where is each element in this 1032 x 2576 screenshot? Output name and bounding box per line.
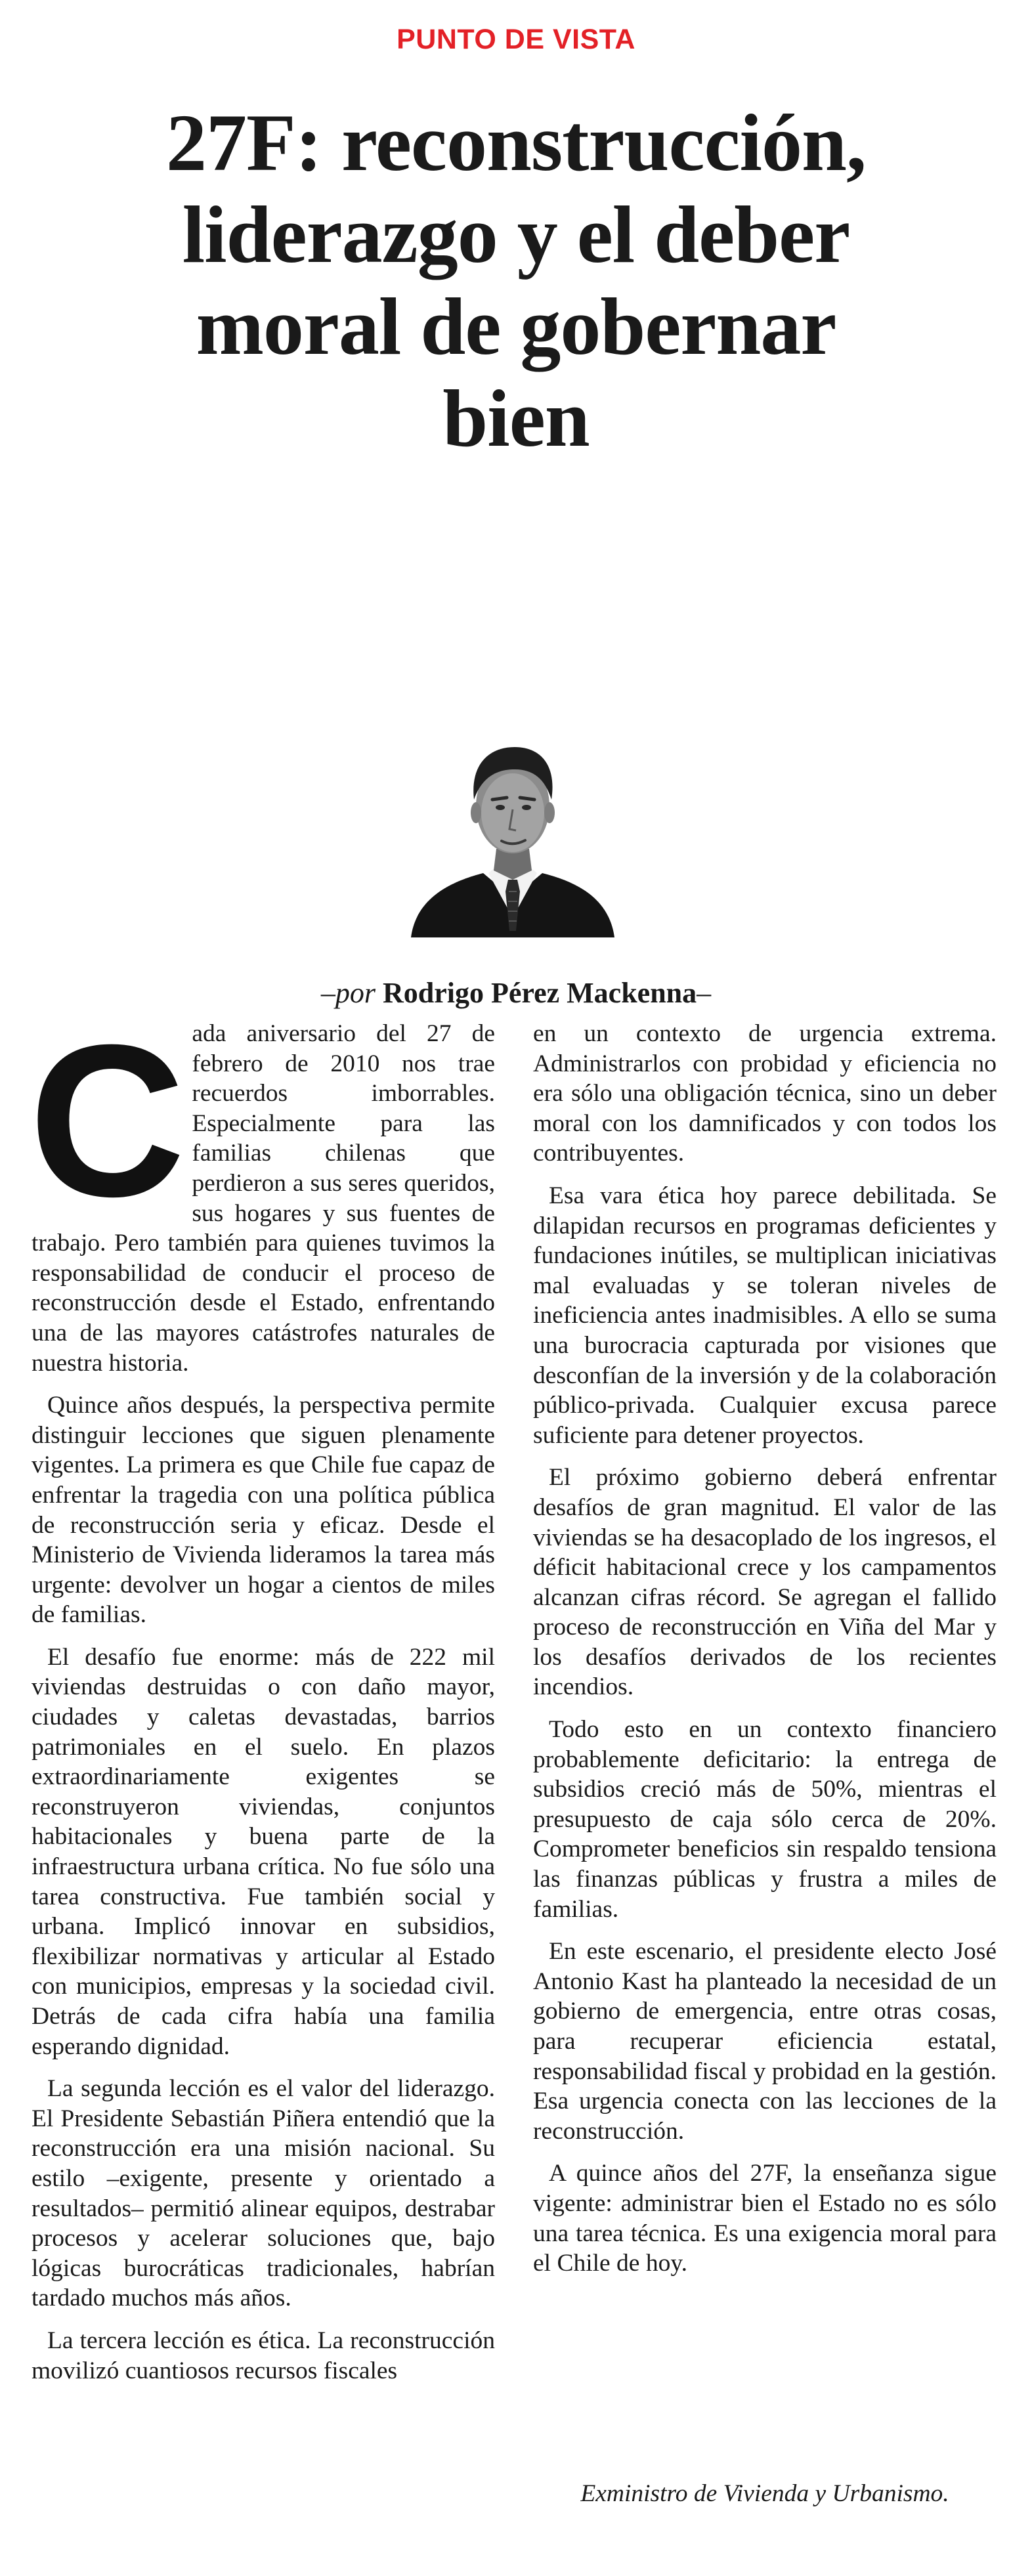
byline-prefix: –por [320, 977, 383, 1009]
paragraph: en un contexto de urgencia extrema. Administrarlos con probidad y eficiencia no era sólo una obligación técnica, sino un deber moral con los damnificados y con todos los contribuyentes. [533, 1020, 997, 1167]
paragraph [29, 999, 495, 1378]
headline-line: 27F: reconstrucción, [166, 98, 866, 188]
byline-author: Rodrigo Pérez Mackenna [382, 977, 697, 1009]
headline-line: bien [442, 374, 590, 463]
paragraph-text: ada aniversario del 27 de febrero de 2010 nos trae recuerdos imborrables. Especialmente para las familias chilenas que perdieron a sus seres queridos, sus hogares y sus fuentes de trabajo. Pero también para quienes tuvimos la responsabilidad de conducir el proceso de reconstrucción desde el Estado, enfrentando una de las mayores catástrofes naturales de nuestra historia. [32, 1020, 495, 1377]
paragraph: El próximo gobierno deberá enfrentar desafíos de gran magnitud. El valor de las viviendas se ha desacoplado de los ingresos, el déficit habitacional crece y los campamentos alcanzan cifras récord. Se agregan el fallido proceso de reconstrucción en Viña del Mar y los desafíos derivados de los recientes incendios. [533, 1464, 997, 1701]
headline [59, 97, 973, 465]
paragraph: Todo esto en un contexto financiero probablemente deficitario: la entrega de subsidios creció más de 50%, mientras el presupuesto de caja sólo cerca de 20%. Comprometer beneficios sin respaldo tensiona las finanzas públicas y frustra a miles de familias. [533, 1716, 997, 1923]
paragraph: A quince años del 27F, la enseñanza sigue vigente: administrar bien el Estado no es sólo una tarea técnica. Es una exigencia moral para el Chile de hoy. [533, 2160, 997, 2277]
paragraph: Esa vara ética hoy parece debilitada. Se dilapidan recursos en programas deficientes y fundaciones inútiles, se multiplican iniciativas mal evaluadas y se toleran niveles de ineficiencia antes inadmisibles. A ello se suma una burocracia capturada por visiones que desconfían de la inversión y de la colaboración público-privada. Cualquier excusa parece suficiente para detener proyectos. [533, 1182, 997, 1449]
section-label: PUNTO DE VISTA [397, 24, 635, 55]
paragraph: El desafío fue enorme: más de 222 mil viviendas destruidas o con daño mayor, ciudades y caletas devastadas, barrios patrimoniales en el suelo. En plazos extraordinariamente exigentes se reconstruyeron viviendas, conjuntos habitacionales y buena parte de la infraestructura urbana crítica. No fue sólo una tarea constructiva. Fue también social y urbana. Implicó innovar en subsidios, flexibilizar normativas y articular al Estado con municipios, empresas y la sociedad civil. Detrás de cada cifra había una familia esperando dignidad. [32, 1643, 495, 2060]
paragraph: La tercera lección es ética. La reconstrucción movilizó cuantiosos recursos fiscales [32, 2327, 495, 2384]
paragraph: En este escenario, el presidente electo José Antonio Kast ha planteado la necesidad de un gobierno de emergencia, entre otras cosas, para recuperar eficiencia estatal, responsabilidad fiscal y probidad en la gestión. Esa urgencia conecta con las lecciones de la reconstrucción. [533, 1938, 997, 2145]
author-portrait [404, 701, 621, 937]
paragraph: La segunda lección es el valor del liderazgo. El Presidente Sebastián Piñera entendió que la reconstrucción era una misión nacional. Su estilo –exigente, presente y orientado a resultados– permitió alinear equipos, destrabar procesos y acelerar soluciones que, bajo lógicas burocráticas tradicionales, habrían tardado muchos más años. [32, 2075, 495, 2312]
byline-suffix: – [697, 977, 712, 1009]
article-column-left [29, 999, 495, 2398]
headline-line: moral de gobernar [196, 282, 836, 372]
paragraph: Quince años después, la perspectiva permite distinguir lecciones que siguen plenamente vigentes. La primera es que Chile fue capaz de enfrentar la tragedia con una política pública de reconstrucción seria y eficaz. Desde el Ministerio de Vivienda lideramos la tarea más urgente: devolver un hogar a cientos de miles de familias. [32, 1392, 495, 1629]
author-signature: Exministro de Vivienda y Urbanismo. [580, 2480, 949, 2507]
drop-cap: C [29, 999, 186, 1241]
article-column-right [533, 1019, 997, 2291]
headline-line: liderazgo y el deber [182, 190, 850, 280]
